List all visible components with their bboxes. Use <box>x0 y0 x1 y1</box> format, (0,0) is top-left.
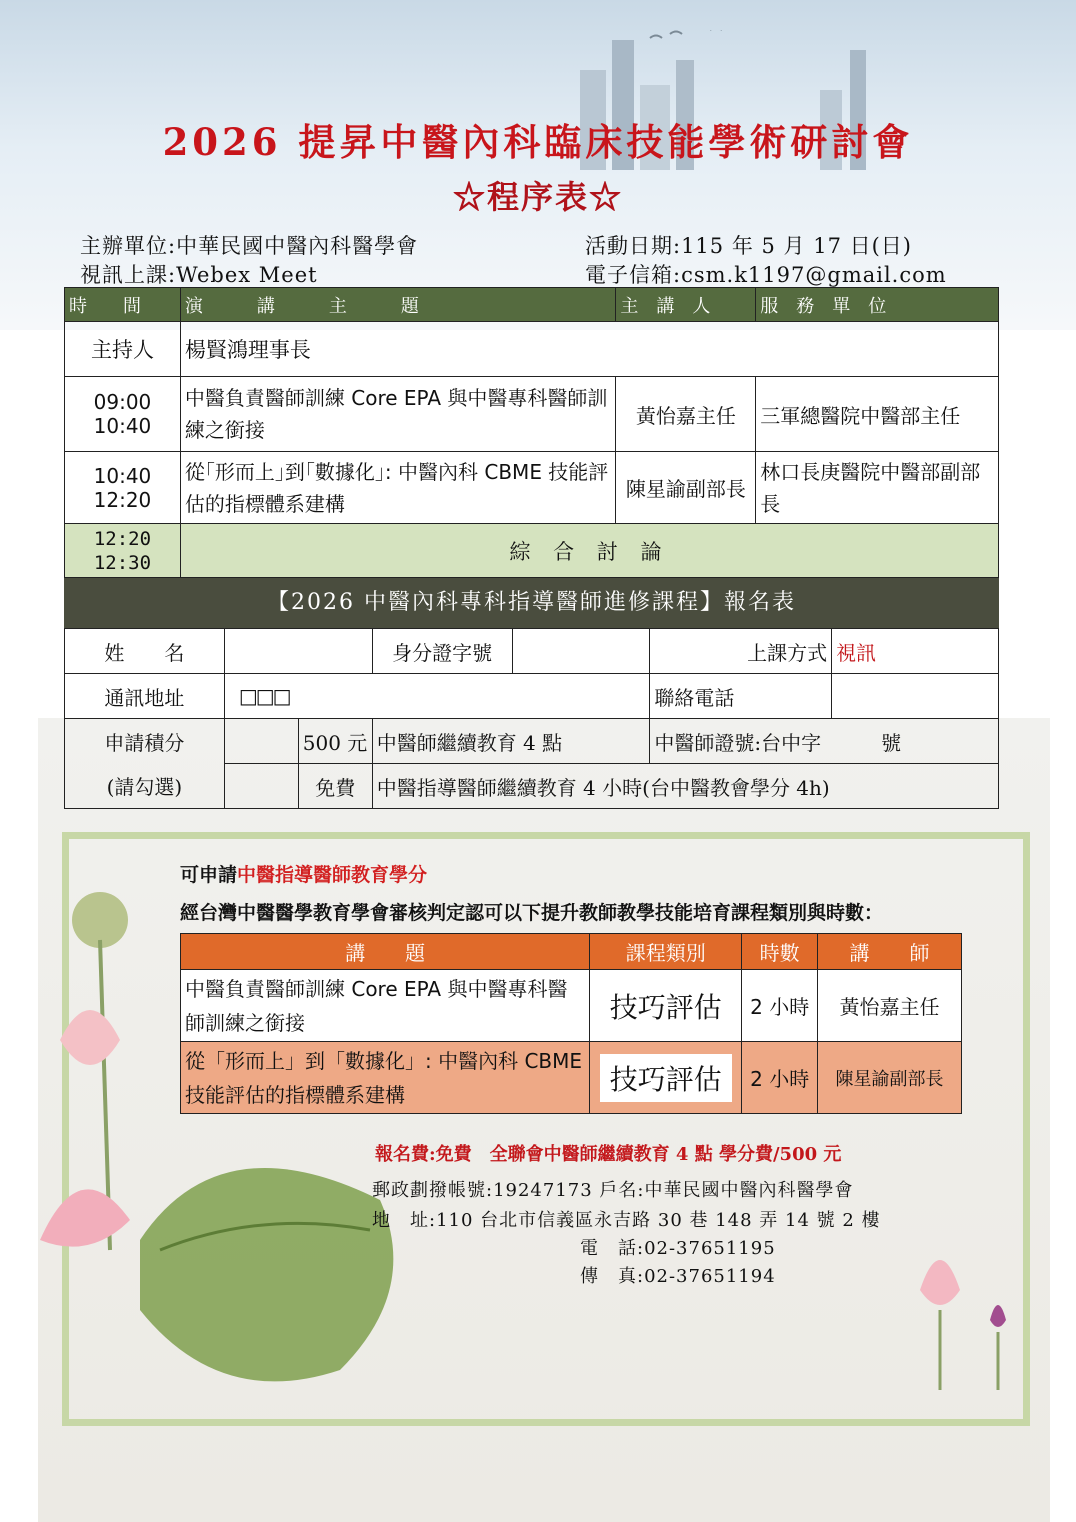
course-credit-table <box>180 933 962 1114</box>
id-field[interactable] <box>512 629 650 674</box>
mode-value: 視訊 <box>832 629 999 674</box>
credits-approval-text: 經台灣中醫醫學教育學會審核判定認可以下提升教師教學技能培育課程類別與時數： <box>180 902 884 924</box>
option2-price: 免費 <box>298 764 372 809</box>
header-time: 時 間 <box>65 288 181 322</box>
registration-form <box>64 628 999 809</box>
address-text: 地 址:110 台北市信義區永吉路 30 巷 148 弄 14 號 2 樓 <box>372 1210 881 1231</box>
table-row <box>181 1042 962 1114</box>
course-header-topic: 講 題 <box>181 934 590 970</box>
schedule-header-row <box>65 288 999 322</box>
course-header-hours: 時數 <box>742 934 818 970</box>
form-row <box>65 719 999 764</box>
lotus-bud-image <box>880 1210 1030 1390</box>
phone-field[interactable] <box>832 674 999 719</box>
credit-note: (請勾選) <box>65 764 225 809</box>
course-hours: 2 小時 <box>742 970 818 1042</box>
name-field[interactable] <box>224 629 372 674</box>
course-topic: 中醫負責醫師訓練 Core EPA 與中醫專科醫師訓練之銜接 <box>181 970 590 1042</box>
page-title: 2026 提昇中醫內科臨床技能學術研討會 <box>162 120 914 164</box>
event-date-text: 活動日期:115 年 5 月 17 日(日) <box>585 234 913 258</box>
course-hours: 2 小時 <box>742 1042 818 1114</box>
mode-label: 上課方式 <box>650 629 832 674</box>
option2-desc: 中醫指導醫師繼續教育 4 小時(台中醫教會學分 4h) <box>372 764 998 809</box>
phone-text: 電 話:02-37651195 <box>580 1238 776 1259</box>
talk-topic: 從｢形而上｣到｢數據化｣: 中醫內科 CBME 技能評估的指標體系建構 <box>180 452 615 524</box>
email-text: 電子信箱:csm.k1197@gmail.com <box>585 263 947 287</box>
host-row <box>65 322 999 377</box>
talk-topic: 中醫負責醫師訓練 Core EPA 與中醫專科醫師訓練之銜接 <box>180 377 615 452</box>
form-row <box>65 629 999 674</box>
form-row <box>65 674 999 719</box>
id-label: 身分證字號 <box>372 629 512 674</box>
phone-label: 聯絡電話 <box>650 674 832 719</box>
table-row <box>181 970 962 1042</box>
header-speaker: 主 講 人 <box>616 288 756 322</box>
course-category: 技巧評估 <box>590 970 742 1042</box>
discussion-time: 12:20 12:30 <box>65 524 181 578</box>
credits-intro: 可申請中醫指導醫師教育學分 <box>180 864 428 886</box>
talk-unit: 三軍總醫院中醫部主任 <box>756 377 999 452</box>
option1-desc: 中醫師繼續教育 4 點 <box>372 719 650 764</box>
header-unit: 服 務 單 位 <box>756 288 999 322</box>
talk-speaker: 黃怡嘉主任 <box>616 377 756 452</box>
license-field[interactable]: 中醫師證號:台中字 號 <box>650 719 999 764</box>
postal-account-text: 郵政劃撥帳號:19247173 戶名:中華民國中醫內科醫學會 <box>372 1180 854 1201</box>
online-platform-text: 視訊上課:Webex Meet <box>80 263 318 287</box>
talk-speaker: 陳星諭副部長 <box>616 452 756 524</box>
table-row <box>65 452 999 524</box>
course-header-lecturer: 講 師 <box>818 934 962 970</box>
name-label: 姓 名 <box>65 629 225 674</box>
option1-price: 500 元 <box>298 719 372 764</box>
host-name: 楊賢鴻理事長 <box>180 322 998 377</box>
course-header-row <box>181 934 962 970</box>
schedule-table <box>64 287 999 578</box>
course-header-category: 課程類別 <box>590 934 742 970</box>
table-row <box>65 377 999 452</box>
address-field[interactable]: □□□ <box>224 674 649 719</box>
registration-title: 【2026 中醫內科專科指導醫師進修課程】報名表 <box>64 578 999 628</box>
course-category: 技巧評估 <box>590 1042 742 1114</box>
organizer-text: 主辦單位:中華民國中醫內科醫學會 <box>80 234 419 258</box>
header-topic: 演 講 主 題 <box>180 288 615 322</box>
option1-checkbox[interactable] <box>224 719 298 764</box>
discussion-row <box>65 524 999 578</box>
talk-time: 09:00 10:40 <box>65 377 181 452</box>
talk-time: 10:40 12:20 <box>65 452 181 524</box>
host-label: 主持人 <box>65 322 181 377</box>
option2-checkbox[interactable] <box>224 764 298 809</box>
fax-text: 傳 真:02-37651194 <box>580 1266 776 1287</box>
discussion-label: 綜 合 討 論 <box>180 524 998 578</box>
page-subtitle: ☆程序表☆ <box>452 178 623 216</box>
fee-text: 報名費:免費 全聯會中醫師繼續教育 4 點 學分費/500 元 <box>375 1144 842 1165</box>
course-topic: 從「形而上」到「數據化」: 中醫內科 CBME 技能評估的指標體系建構 <box>181 1042 590 1114</box>
talk-unit: 林口長庚醫院中醫部副部長 <box>756 452 999 524</box>
course-lecturer: 黃怡嘉主任 <box>818 970 962 1042</box>
form-row <box>65 764 999 809</box>
credit-label: 申請積分 <box>65 719 225 764</box>
address-label: 通訊地址 <box>65 674 225 719</box>
course-lecturer: 陳星諭副部長 <box>818 1042 962 1114</box>
